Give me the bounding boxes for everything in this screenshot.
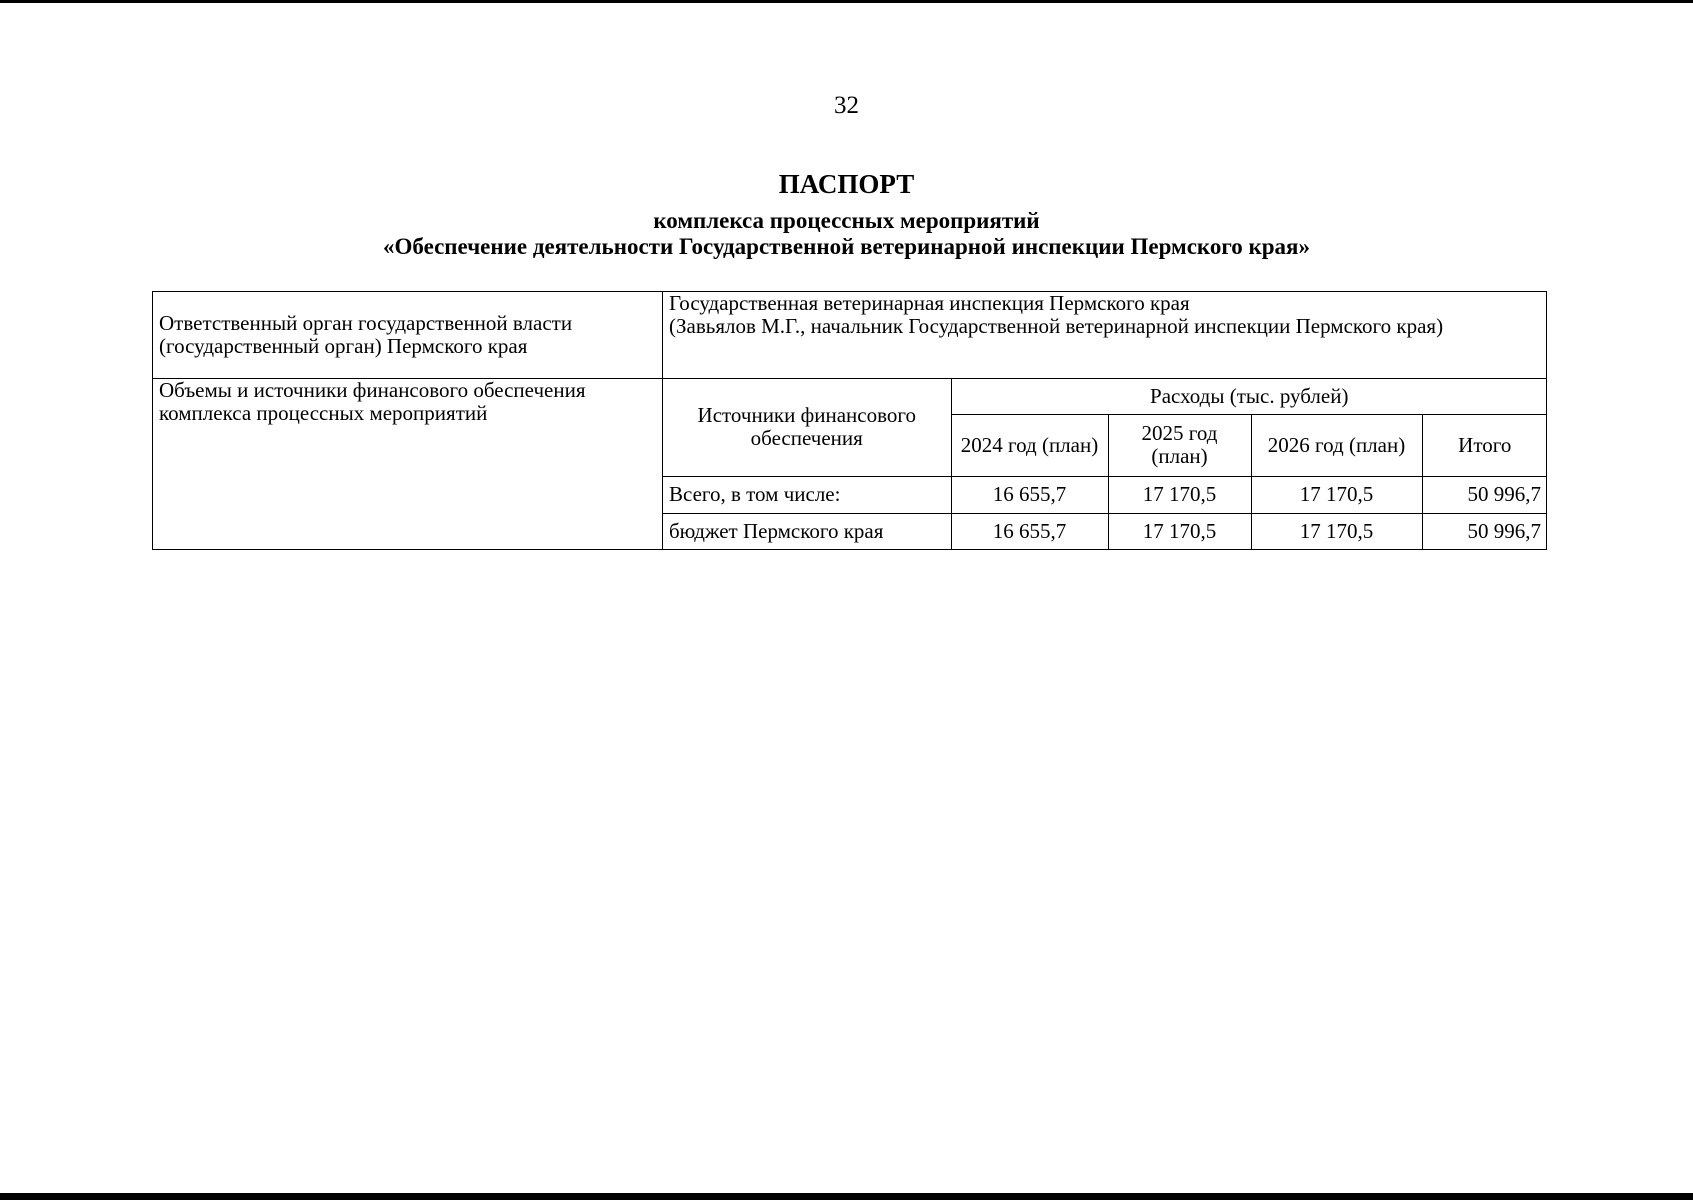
expenses-header: Расходы (тыс. рублей) xyxy=(951,379,1547,414)
table-row xyxy=(663,476,1547,513)
scan-bottom-edge xyxy=(0,1193,1693,1200)
table-row xyxy=(663,513,1547,549)
source-total-label: Всего, в том числе: xyxy=(663,476,951,513)
table-row xyxy=(153,292,1547,379)
year-2024-header: 2024 год (план) xyxy=(951,414,1108,476)
budget-2025-value: 17 170,5 xyxy=(1108,513,1251,549)
financing-cell xyxy=(663,379,1547,550)
responsible-body-label: Ответственный орган государственной власти (государственный орган) Пермского края xyxy=(153,292,663,379)
responsible-body-name: Государственная ветеринарная инспекция Пермского края xyxy=(669,291,1190,315)
responsible-body-value xyxy=(663,292,1547,379)
financing-table xyxy=(663,379,1547,549)
total-2024-value: 16 655,7 xyxy=(951,476,1108,513)
scan-top-edge xyxy=(0,0,1693,3)
sources-header: Источники финансового обеспечения xyxy=(663,379,951,476)
financing-label: Объемы и источники финансового обеспечения комплекса процессных мероприятий xyxy=(153,379,663,550)
year-2026-header: 2026 год (план) xyxy=(1251,414,1422,476)
table-row xyxy=(153,379,1547,550)
budget-2026-value: 17 170,5 xyxy=(1251,513,1422,549)
total-2026-value: 17 170,5 xyxy=(1251,476,1422,513)
total-sum-value: 50 996,7 xyxy=(1422,476,1547,513)
subtitle-line-1: комплекса процессных мероприятий xyxy=(653,208,1040,233)
subtitle-line-2: «Обеспечение деятельности Государственной ветеринарной инспекции Пермского края» xyxy=(383,234,1310,259)
source-budget-label: бюджет Пермского края xyxy=(663,513,951,549)
total-header: Итого xyxy=(1422,414,1547,476)
budget-sum-value: 50 996,7 xyxy=(1422,513,1547,549)
responsible-body-head: (Завьялов М.Г., начальник Государственной ветеринарной инспекции Пермского края) xyxy=(669,314,1444,338)
passport-table xyxy=(152,291,1547,550)
document-subtitle xyxy=(0,208,1693,260)
document-title: ПАСПОРТ xyxy=(778,169,915,199)
budget-2024-value: 16 655,7 xyxy=(951,513,1108,549)
page-number: 32 xyxy=(834,92,859,119)
total-2025-value: 17 170,5 xyxy=(1108,476,1251,513)
table-row xyxy=(663,379,1547,414)
year-2025-header: 2025 год (план) xyxy=(1108,414,1251,476)
